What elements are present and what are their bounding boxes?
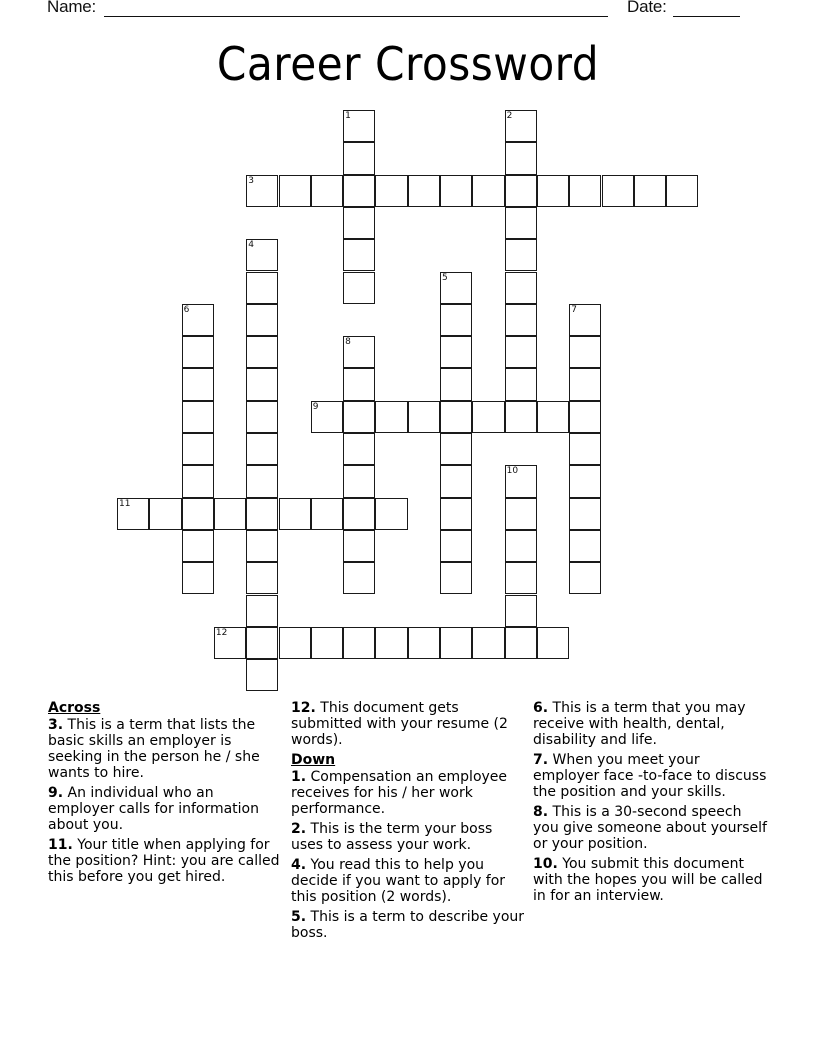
grid-cell[interactable] [149, 498, 181, 530]
grid-cell[interactable] [440, 304, 472, 336]
grid-cell[interactable] [343, 433, 375, 465]
grid-cell[interactable] [505, 368, 537, 400]
cell-number: 3 [248, 175, 254, 186]
cell-number: 5 [442, 272, 448, 283]
clue-text: This is a term that lists the basic skills an employer is seeking in the person he / she wants to hire. [48, 717, 260, 781]
clue-text: This is a term to describe your boss. [291, 909, 525, 941]
grid-cell[interactable] [246, 175, 278, 207]
grid-cell[interactable] [375, 175, 407, 207]
grid-cell[interactable] [505, 239, 537, 271]
cell-number: 2 [506, 111, 513, 121]
grid-cell[interactable] [505, 142, 537, 174]
cell-number: 10 [506, 466, 519, 477]
grid-cell[interactable] [246, 401, 278, 433]
clue-down-2 [291, 821, 526, 853]
cell-number: 4 [248, 240, 254, 251]
clue-down-1 [291, 769, 526, 817]
grid-cell[interactable] [182, 401, 214, 433]
grid-cell[interactable] [602, 175, 634, 207]
grid-cell[interactable] [246, 368, 278, 400]
clue-number: 11. [48, 837, 73, 853]
grid-cell[interactable] [246, 433, 278, 465]
grid-cell[interactable] [246, 465, 278, 497]
grid-cell[interactable] [505, 304, 537, 336]
grid-cell[interactable] [505, 595, 537, 627]
grid-cell[interactable] [182, 562, 214, 594]
grid-cell[interactable] [246, 627, 278, 659]
grid-cell[interactable] [408, 401, 440, 433]
clue-down-5 [291, 909, 526, 941]
clue-text: This document gets submitted with your resume (2 words). [291, 700, 508, 748]
grid-cell[interactable] [440, 272, 472, 304]
clue-number: 3. [48, 717, 64, 733]
grid-cell[interactable] [634, 175, 666, 207]
grid-cell[interactable] [214, 498, 246, 530]
grid-cell[interactable] [569, 530, 601, 562]
grid-cell[interactable] [343, 110, 375, 142]
grid-cell[interactable] [537, 627, 569, 659]
grid-cell[interactable] [440, 465, 472, 497]
grid-cell[interactable] [182, 336, 214, 368]
grid-cell[interactable] [343, 530, 375, 562]
grid-cell[interactable] [505, 110, 537, 142]
grid-cell[interactable] [472, 401, 504, 433]
clue-text: This is a 30-second speech you give someone about yourself or your position. [533, 804, 767, 852]
clue-across-3 [48, 717, 280, 781]
grid-cell[interactable] [505, 401, 537, 433]
grid-cell[interactable] [440, 368, 472, 400]
clues-column-1 [48, 700, 280, 889]
grid-cell[interactable] [182, 465, 214, 497]
grid-cell[interactable] [440, 175, 472, 207]
grid-cell[interactable] [537, 401, 569, 433]
grid-cell[interactable] [343, 142, 375, 174]
grid-cell[interactable] [505, 272, 537, 304]
grid-cell[interactable] [182, 433, 214, 465]
grid-cell[interactable] [440, 336, 472, 368]
grid-cell[interactable] [505, 498, 537, 530]
grid-cell[interactable] [375, 627, 407, 659]
grid-cell[interactable] [117, 498, 149, 530]
grid-cell[interactable] [408, 175, 440, 207]
grid-cell[interactable] [472, 627, 504, 659]
grid-cell[interactable] [569, 562, 601, 594]
grid-cell[interactable] [182, 498, 214, 530]
clue-number: 1. [291, 769, 307, 785]
clue-number: 5. [291, 909, 307, 925]
grid-cell[interactable] [569, 465, 601, 497]
grid-cell[interactable] [375, 401, 407, 433]
clue-down-7 [533, 752, 768, 800]
date-label: Date: [627, 0, 667, 16]
clue-number: 7. [533, 752, 549, 768]
clue-text: Compensation an employee receives for his / her work performance. [291, 769, 508, 817]
cell-number: 11 [119, 498, 131, 509]
grid-cell[interactable] [246, 595, 278, 627]
grid-cell[interactable] [569, 175, 601, 207]
grid-cell[interactable] [246, 659, 278, 691]
grid-cell[interactable] [343, 368, 375, 400]
clue-number: 2. [291, 821, 307, 837]
grid-cell[interactable] [505, 336, 537, 368]
clue-text: When you meet your employer face -to-face to discuss the position and your skills. [533, 752, 767, 800]
clue-number: 9. [48, 785, 64, 801]
name-label: Name: [47, 0, 97, 16]
clue-down-6 [533, 700, 768, 748]
grid-cell[interactable] [505, 175, 537, 207]
grid-cell[interactable] [182, 368, 214, 400]
clue-number: 8. [533, 804, 549, 820]
across-heading: Across [48, 700, 101, 716]
grid-cell[interactable] [182, 530, 214, 562]
grid-cell[interactable] [246, 562, 278, 594]
grid-cell[interactable] [246, 239, 278, 271]
clue-number: 6. [533, 700, 549, 716]
grid-cell[interactable] [569, 433, 601, 465]
grid-cell[interactable] [440, 627, 472, 659]
grid-cell[interactable] [311, 175, 343, 207]
grid-cell[interactable] [279, 498, 311, 530]
grid-cell[interactable] [343, 239, 375, 271]
grid-cell[interactable] [440, 401, 472, 433]
clue-text: This is a term that you may receive with health, dental, disability and life. [533, 700, 746, 748]
down-heading: Down [291, 752, 336, 768]
cell-number: 12 [215, 627, 228, 638]
grid-cell[interactable] [343, 272, 375, 304]
clues-column-3 [533, 700, 768, 908]
page-title: Career Crossword [216, 37, 600, 91]
grid-cell[interactable] [569, 401, 601, 433]
grid-cell[interactable] [569, 498, 601, 530]
grid-cell[interactable] [569, 336, 601, 368]
grid-cell[interactable] [440, 498, 472, 530]
cell-number: 1 [345, 111, 351, 121]
grid-cell[interactable] [440, 433, 472, 465]
grid-cell[interactable] [182, 304, 214, 336]
clue-text: Your title when applying for the position? Hint: you are called this before you get hired. [48, 837, 280, 885]
clues-column-2 [291, 700, 526, 945]
grid-cell[interactable] [246, 530, 278, 562]
grid-cell[interactable] [214, 627, 246, 659]
grid-cell[interactable] [343, 175, 375, 207]
cell-number: 9 [312, 401, 319, 412]
clue-across-11 [48, 837, 280, 885]
grid-cell[interactable] [505, 530, 537, 562]
cell-number: 6 [183, 304, 190, 315]
cell-number: 8 [345, 337, 351, 348]
grid-cell[interactable] [343, 465, 375, 497]
grid-cell[interactable] [666, 175, 698, 207]
grid-cell[interactable] [505, 207, 537, 239]
grid-cell[interactable] [343, 401, 375, 433]
grid-cell[interactable] [246, 304, 278, 336]
clue-text: You submit this document with the hopes you will be called in for an interview. [533, 856, 763, 904]
grid-cell[interactable] [440, 562, 472, 594]
grid-cell[interactable] [311, 401, 343, 433]
grid-cell[interactable] [343, 627, 375, 659]
clue-text: You read this to help you decide if you want to apply for this position (2 words). [291, 857, 506, 905]
clue-number: 10. [533, 856, 558, 872]
clue-across-9 [48, 785, 280, 833]
grid-cell[interactable] [311, 627, 343, 659]
grid-cell[interactable] [505, 465, 537, 497]
grid-cell[interactable] [343, 498, 375, 530]
clue-text: An individual who an employer calls for information about you. [48, 785, 259, 833]
clue-down-8 [533, 804, 768, 852]
grid-cell[interactable] [505, 627, 537, 659]
cell-number: 7 [571, 304, 577, 315]
grid-cell[interactable] [472, 175, 504, 207]
grid-cell[interactable] [279, 175, 311, 207]
grid-cell[interactable] [408, 627, 440, 659]
clue-down-10 [533, 856, 768, 904]
grid-cell[interactable] [343, 207, 375, 239]
grid-cell[interactable] [246, 272, 278, 304]
clue-number: 4. [291, 857, 307, 873]
grid-cell[interactable] [440, 530, 472, 562]
grid-cell[interactable] [343, 562, 375, 594]
clue-down-4 [291, 857, 526, 905]
grid-cell[interactable] [537, 175, 569, 207]
grid-cell[interactable] [246, 336, 278, 368]
clue-across-12 [291, 700, 526, 748]
grid-cell[interactable] [246, 498, 278, 530]
grid-cell[interactable] [279, 627, 311, 659]
grid-cell[interactable] [311, 498, 343, 530]
grid-cell[interactable] [505, 562, 537, 594]
clue-text: This is the term your boss uses to assess your work. [291, 821, 493, 853]
grid-cell[interactable] [375, 498, 407, 530]
grid-cell[interactable] [343, 336, 375, 368]
grid-cell[interactable] [569, 304, 601, 336]
grid-cell[interactable] [569, 368, 601, 400]
clue-number: 12. [291, 700, 316, 716]
